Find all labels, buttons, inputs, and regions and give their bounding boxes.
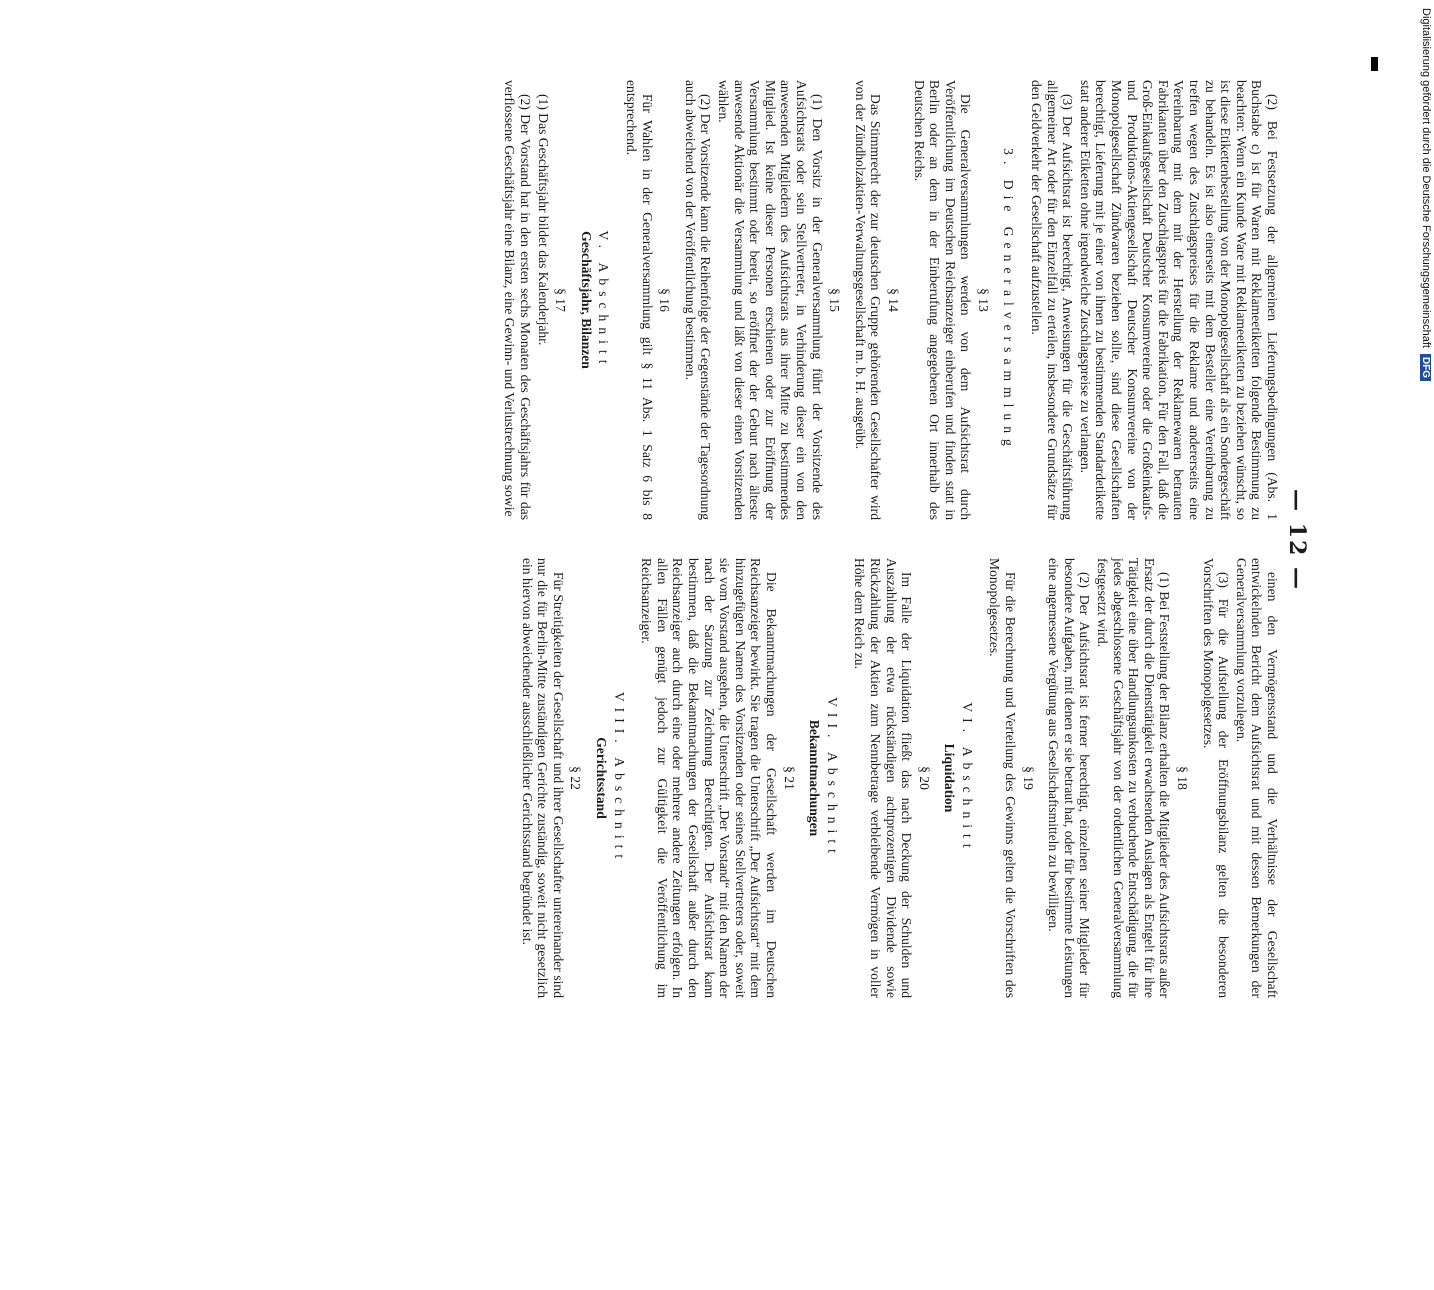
page-number: — 12 — — [1284, 489, 1310, 591]
paragraph: (2) Der Vorsitzende kann die Reihenfolge der Gegenstände der Tagesordnung auch abweichend von der Veröffentlichung bestimmen. — [682, 80, 714, 520]
section-number: § 13 — [975, 288, 991, 312]
paragraph: (3) Für die Aufstellung der Eröffnungsbilanz gelten die besonderen Vorschriften des Monopolgesetzes. — [1200, 558, 1232, 998]
section-number: § 20 — [916, 766, 932, 790]
chapter-heading: VII. Abschnitt — [824, 697, 840, 859]
chapter-title: Geschäftsjahr, Bilanzen — [578, 231, 594, 369]
funding-text: Digitalisierung gefördert durch die Deutsche Forschungsgemeinschaft — [1420, 8, 1432, 348]
paragraph: Die Generalversammlungen werden von dem Aufsichtsrat durch Veröffentlichung im Deutschen Reichsanzeiger einberufen und finden statt in Berlin oder an dem in der Einberufung angegebenen Ort innerhalb des Deutschen Reichs. — [911, 80, 974, 520]
dfg-logo: DFG — [1420, 354, 1431, 381]
section-number: § 15 — [827, 288, 843, 312]
paragraph: (3) Der Aufsichtsrat ist berechtigt, Anweisungen für die Geschäftsführung allgemeiner Art oder für den Einzelfall zu erteilen, insbesondere Grundsätze für den Geldverkehr der Gesellschaft aufzustellen. — [1029, 80, 1076, 520]
chapter-heading: 3. Die Generalversammlung — [1001, 148, 1017, 452]
paragraph: Das Stimmrecht der zur deutschen Gruppe gehörenden Gesellschafter wird von der Zündholzaktien-Verwaltungsgesellschaft m. b. H. ausgeübt. — [852, 80, 884, 520]
dfg-funding-note — [1412, 8, 1432, 998]
paragraph: einen den Vermögensstand und die Verhältnisse der Gesellschaft entwickelnden Bericht dem Aufsichtsrat und mit dessen Bemerkungen der Generalversammlung vorzulegen. — [1233, 558, 1280, 998]
section-number: § 21 — [781, 766, 797, 790]
section-number: § 18 — [1175, 766, 1191, 790]
section-number: § 17 — [553, 288, 569, 312]
section-number: § 16 — [657, 288, 673, 312]
paragraph: Für Wahlen in der Generalversammlung gilt § 11 Abs. 1 Satz 6 bis 8 entsprechend. — [624, 80, 655, 520]
chapter-title: Liquidation — [942, 743, 958, 813]
paragraph: (1) Den Vorsitz in der Generalversammlung führt der Vorsitzende des Aufsichtsrats oder sein Stellvertreter, in Verhinderung dieser ein von den anwesenden Mitgliedern des Aufsichtsrats aus ihrer Mitte zu bestimmendes Mitglied. Ist keine dieser Personen erschienen oder zur Eröffnung der Versammlung bestimmt oder bereit, so eröffnet der der Geburt nach älteste anwesende Aktionär die Versammlung und läßt von dieser einen Vorsitzenden wählen. — [716, 80, 825, 520]
section-number: § 19 — [1020, 766, 1036, 790]
paragraph: (1) Bei Feststellung der Bilanz erhalten die Mitglieder des Aufsichtsrats außer Ersatz der durch die Diensttätigkeit erwachsenden Auslagen als Entgelt für ihre Tätigkeit eine über Handlungsunkosten zu verbuchende Entschädigung, die für jedes abgeschlossene Geschäftsjahr von der ordentlichen Generalversammlung festgesetzt wird. — [1095, 558, 1173, 998]
paragraph: (1) Das Geschäftsjahr bildet das Kalenderjahr. — [535, 94, 551, 346]
chapter-heading: VI. Abschnitt — [959, 702, 975, 854]
left-column — [500, 80, 1280, 520]
paragraph: (2) Der Vorstand hat in den ersten sechs Monaten des Geschäftsjahrs für das verflossene Geschäftsjahr eine Bilanz, eine Gewinn- und Verlustrechnung sowie — [502, 80, 534, 520]
chapter-heading: V. Abschnitt — [596, 230, 612, 370]
chapter-title: Gerichtsstand — [594, 737, 610, 819]
paragraph: (2) Der Aufsichtsrat ist ferner berechtigt, einzelnen seiner Mitglieder für besondere Aufgaben, mit denen er sie betraut hat, oder für bestimmte Leistungen eine angemessene Vergütung aus Gesellschaftsmitteln zu bewilligen. — [1046, 558, 1093, 998]
chapter-heading: VIII. Abschnitt — [611, 691, 627, 865]
paragraph: Die Bekanntmachungen der Gesellschaft werden im Deutschen Reichsanzeiger bewirkt. Sie tragen die Unterschrift „Der Aufsichtsrat“ mit dem hinzugefügten Namen des Vorsitzenden oder seines Stellvertreters oder, soweit sie vom Vorstand ausgehen, die Unterschrift „Der Vorstand“ mit den Namen der nach der Satzung zur Zeichnung Berechtigten. Der Aufsichtsrat kann bestimmen, daß die Bekanntmachungen der Gesellschaft außer durch den Reichsanzeiger auch durch eine oder mehrere andere Zeitungen erfolgen. In allen Fällen genügt jedoch zur Gültigkeit die Veröffentlichung im Reichsanzeiger. — [639, 558, 779, 998]
section-number: § 22 — [568, 766, 584, 790]
paragraph: Für Streitigkeiten der Gesellschaft und ihrer Gesellschafter untereinander sind nur die für Berlin-Mitte zuständigen Gerichte zuständig, soweit nicht gesetzlich ein hiervon abweichender ausschließlicher Gerichtsstand begründet ist. — [519, 558, 566, 998]
right-column — [517, 558, 1280, 998]
section-number: § 14 — [885, 288, 901, 312]
paragraph: (2) Bei Festsetzung der allgemeinen Lieferungsbedingungen (Abs. 1 Buchstabe c) ist für Waren mit Reklameetiketten folgende Bestimmung zu beachten: Wenn ein Kunde Ware mit Reklameetiketten zu beziehen wünscht, so ist diese Etikettenbestellung von der Monopolgesellschaft als ein Sondergeschäft zu behandeln. Es ist also einerseits mit dem Besteller eine Vereinbarung zu treffen wegen des Zuschlagspreises für die Reklame und andererseits eine Vereinbarung mit dem mit der Herstellung der Reklamewaren betrauten Fabrikanten über den Zuschlagspreis für die Fabrikation. Für den Fall, daß die Groß-Einkaufsgesellschaft Deutscher Konsumvereine oder die Großeinkaufs- und Produktions-Aktiengesellschaft Deutscher Konsumvereine von der Monopolgesellschaft Zündwaren beziehen sollte, sind diese Gesellschaften berechtigt, Lieferung mit je einer von ihnen zu bestimmenden Standardetikette statt anderer Etiketten ohne irgendwelche Zuschlagspreise zu verlangen. — [1077, 80, 1280, 520]
scan-mark — [1371, 57, 1378, 71]
paragraph: Für die Berechnung und Verteilung des Gewinns gelten die Vorschriften des Monopolgesetzes. — [987, 558, 1019, 998]
paragraph: Im Falle der Liquidation fließt das nach Deckung der Schulden und Auszahlung der etwa rückständigen achtprozentigen Dividende sowie Rückzahlung der Aktien zum Nennbetrage verbleibende Vermögen in voller Höhe dem Reich zu. — [852, 558, 915, 998]
chapter-title: Bekanntmachungen — [807, 719, 823, 837]
rotated-text-block — [80, 80, 1310, 1290]
